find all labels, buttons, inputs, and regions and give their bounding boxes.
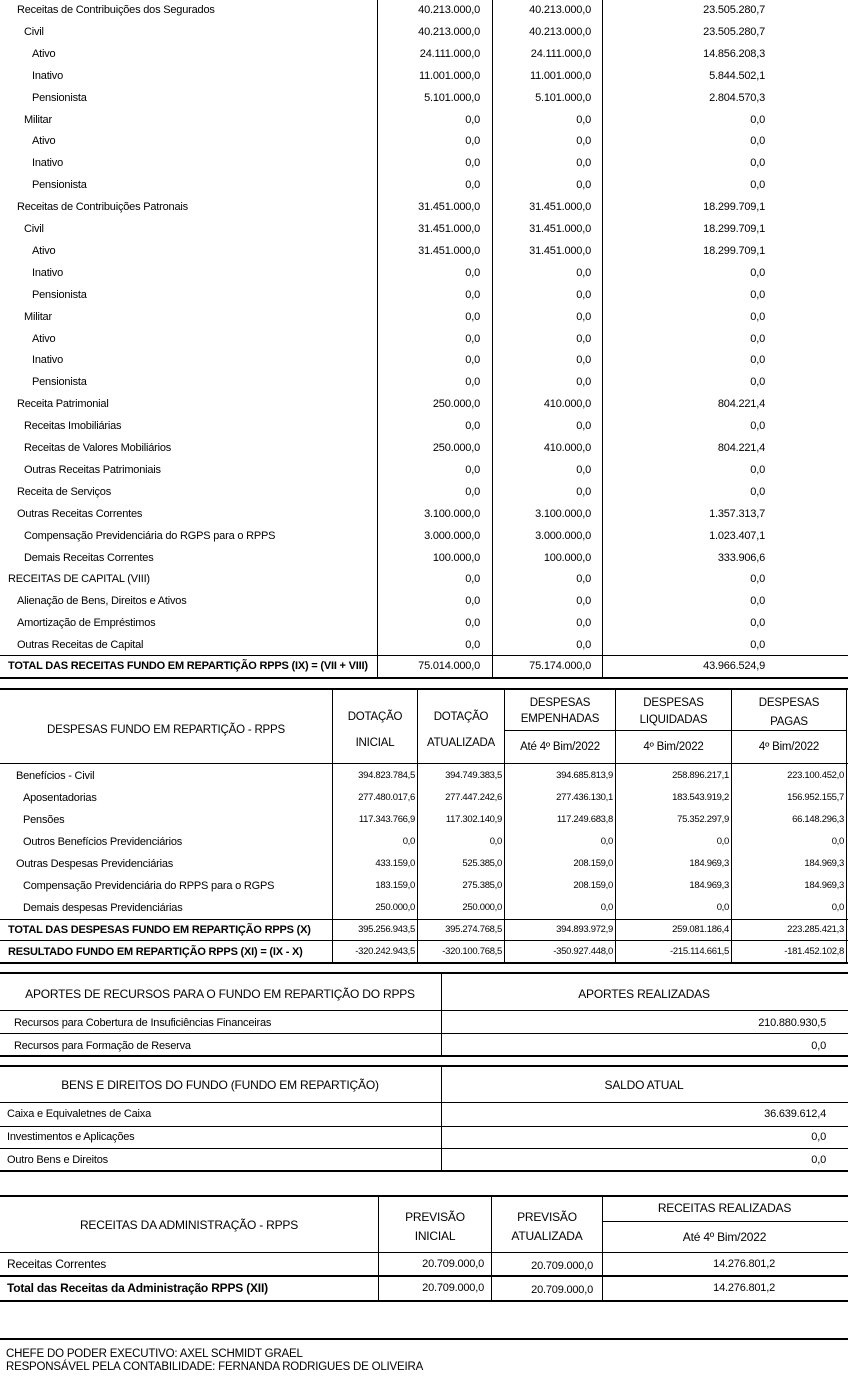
despesas-row-label: Outros Benefícios Previdenciários <box>23 836 183 848</box>
receitas-row-v1: 0,0 <box>465 463 480 476</box>
despesas-h-liq-1: DESPESAS <box>643 697 704 709</box>
receitas-row-label: Outras Receitas de Capital <box>17 639 144 652</box>
despesas-row-value: 117.249.683,8 <box>556 814 613 825</box>
footer-chefe: CHEFE DO PODER EXECUTIVO: AXEL SCHMIDT GRAEL <box>6 1348 303 1360</box>
receitas-row-v3: 1.023.407,1 <box>709 529 765 542</box>
receitas-row-v3: 14.856.208,3 <box>703 47 765 60</box>
despesas-row-value: 250.000,0 <box>462 902 502 913</box>
receitas-row-v2: 11.001.000,0 <box>529 69 591 82</box>
divider <box>0 919 848 920</box>
despesas-row-value: 433.159,0 <box>375 858 415 869</box>
receitas-row-v1: 40.213.000,0 <box>418 25 480 38</box>
receitas-row-label: Pensionista <box>32 288 87 301</box>
admin-row-label: Total das Receitas da Administração RPPS (XII) <box>7 1281 268 1295</box>
receitas-row-v2: 24.111.000,0 <box>530 47 591 60</box>
receitas-row-v2: 0,0 <box>576 463 591 476</box>
despesas-row-value: 0,0 <box>831 902 844 913</box>
receitas-row-label: Receitas de Contribuições Patronais <box>17 201 188 214</box>
receitas-row-v2: 0,0 <box>576 179 591 192</box>
receitas-row-label: Receita de Serviços <box>17 485 112 498</box>
receitas-row-label: Demais Receitas Correntes <box>24 551 154 564</box>
receitas-row-v3: 0,0 <box>750 113 765 126</box>
receitas-row-v2: 0,0 <box>576 266 591 279</box>
bens-title: BENS E DIREITOS DO FUNDO (FUNDO EM REPARTIÇÃO) <box>61 1078 379 1092</box>
receitas-row-label: Outras Receitas Correntes <box>17 507 143 520</box>
aportes-row-value: 210.880.930,5 <box>758 1017 826 1029</box>
receitas-total-label: TOTAL DAS RECEITAS FUNDO EM REPARTIÇÃO RPPS (IX) = (VII + VIII) <box>8 660 368 672</box>
despesas-row-value: 395.256.943,5 <box>358 924 415 935</box>
receitas-row-v2: 0,0 <box>576 332 591 345</box>
receitas-row-v1: 3.000.000,0 <box>424 529 480 542</box>
bens-row-label: Outro Bens e Direitos <box>7 1154 108 1166</box>
despesas-row-value: -320.242.943,5 <box>355 946 415 957</box>
receitas-row-v2: 0,0 <box>576 485 591 498</box>
despesas-title: DESPESAS FUNDO EM REPARTIÇÃO - RPPS <box>47 724 285 736</box>
admin-title: RECEITAS DA ADMINISTRAÇÃO - RPPS <box>79 1218 299 1232</box>
receitas-total-v1: 75.014.000,0 <box>418 660 480 672</box>
receitas-row-label: Inativo <box>32 354 64 367</box>
divider <box>0 1065 848 1067</box>
receitas-row-v2: 31.451.000,0 <box>529 201 591 214</box>
bens-col: SALDO ATUAL <box>604 1078 684 1092</box>
despesas-row-value: 394.893.972,9 <box>556 924 613 935</box>
despesas-row-label: Aposentadorias <box>23 792 97 804</box>
receitas-row-v1: 0,0 <box>465 617 480 630</box>
despesas-row-value: 117.302.140,9 <box>445 814 502 825</box>
despesas-row-value: 223.100.452,0 <box>787 770 844 781</box>
receitas-row-v2: 31.451.000,0 <box>529 244 591 257</box>
despesas-row-label: RESULTADO FUNDO EM REPARTIÇÃO RPPS (XI) = (IX - X) <box>8 946 303 958</box>
receitas-row-v1: 0,0 <box>465 420 480 433</box>
admin-h-ini-2: INICIAL <box>414 1229 456 1243</box>
despesas-row-value: 277.480.017,6 <box>358 792 415 803</box>
footer-contab: RESPONSÁVEL PELA CONTABILIDADE: FERNANDA RODRIGUES DE OLIVEIRA <box>6 1361 424 1373</box>
despesas-row-value: 0,0 <box>716 902 729 913</box>
col-divider <box>492 0 493 678</box>
col-divider <box>441 1066 442 1172</box>
divider <box>505 730 846 731</box>
receitas-row-v2: 3.100.000,0 <box>535 507 591 520</box>
despesas-row-value: 258.896.217,1 <box>672 770 729 781</box>
receitas-row-label: Civil <box>24 223 44 235</box>
despesas-row-value: 0,0 <box>489 836 502 847</box>
receitas-row-v1: 31.451.000,0 <box>418 201 480 214</box>
despesas-row-value: -320.100.768,5 <box>442 946 502 957</box>
receitas-row-label: Ativo <box>32 332 56 345</box>
receitas-row-v1: 0,0 <box>465 310 480 323</box>
despesas-row-value: 250.000,0 <box>375 902 415 913</box>
despesas-h-liq-2: LIQUIDADAS <box>639 714 708 726</box>
divider <box>0 1033 848 1034</box>
admin-h-at-2: ATUALIZADA <box>511 1229 583 1243</box>
despesas-row-label: Outras Despesas Previdenciárias <box>16 858 174 870</box>
despesas-row-value: 183.159,0 <box>375 880 415 891</box>
receitas-row-v1: 31.451.000,0 <box>418 244 480 257</box>
receitas-row-v1: 250.000,0 <box>432 398 480 411</box>
receitas-row-v2: 410.000,0 <box>543 442 591 454</box>
despesas-row-value: 75.352.297,9 <box>677 814 729 825</box>
receitas-row-label: Inativo <box>32 69 64 82</box>
receitas-row-v3: 804.221,4 <box>717 398 765 411</box>
receitas-row-v3: 5.844.502,1 <box>709 69 765 82</box>
despesas-h-emp-3: Até 4º Bim/2022 <box>520 741 600 753</box>
despesas-row-label: Compensação Previdenciária do RPPS para o RGPS <box>23 880 275 892</box>
despesas-row-label: Demais despesas Previdenciárias <box>23 902 183 914</box>
admin-h-ini-1: PREVISÃO <box>405 1210 465 1224</box>
receitas-row-v3: 1.357.313,7 <box>709 507 765 520</box>
admin-row-value: 14.276.801,2 <box>713 1258 775 1270</box>
receitas-row-v1: 3.100.000,0 <box>424 507 480 520</box>
receitas-row-v3: 0,0 <box>750 266 765 279</box>
despesas-row-value: 183.543.919,2 <box>672 792 729 803</box>
admin-row-value: 20.709.000,0 <box>422 1258 484 1270</box>
receitas-row-v2: 100.000,0 <box>543 551 591 564</box>
receitas-row-label: Compensação Previdenciária do RGPS para o RPPS <box>24 529 276 542</box>
receitas-row-label: Outras Receitas Patrimoniais <box>24 463 161 476</box>
admin-h-at-1: PREVISÃO <box>517 1210 577 1224</box>
divider <box>0 962 848 964</box>
receitas-row-v3: 0,0 <box>750 485 765 498</box>
receitas-row-v3: 0,0 <box>750 573 765 586</box>
receitas-row-v1: 40.213.000,0 <box>418 4 480 16</box>
bens-row-label: Caixa e Equivaletnes de Caixa <box>7 1108 152 1120</box>
despesas-row-value: 0,0 <box>600 902 613 913</box>
receitas-row-label: Alienação de Bens, Direitos e Ativos <box>17 595 187 608</box>
receitas-row-label: Militar <box>24 113 52 126</box>
receitas-row-label: Pensionista <box>32 376 87 389</box>
receitas-total-v2: 75.174.000,0 <box>529 660 591 672</box>
admin-h-real-2: Até 4º Bim/2022 <box>682 1230 767 1244</box>
receitas-row-v3: 18.299.709,1 <box>703 201 765 214</box>
despesas-row-value: 0,0 <box>600 836 613 847</box>
col-divider <box>377 0 378 678</box>
bens-row-value: 0,0 <box>811 1131 826 1143</box>
despesas-h-dot-at-1: DOTAÇÃO <box>433 711 489 723</box>
receitas-row-v2: 0,0 <box>576 288 591 301</box>
divider <box>0 1300 848 1302</box>
divider <box>0 940 848 941</box>
divider <box>0 1275 848 1277</box>
despesas-row-value: 395.274.768,5 <box>445 924 502 935</box>
admin-row-label: Receitas Correntes <box>7 1257 107 1271</box>
admin-row-value: 20.709.000,0 <box>531 1284 593 1296</box>
despesas-h-dot-ini-2: INICIAL <box>355 737 395 749</box>
divider <box>0 1126 848 1127</box>
receitas-row-label: Civil <box>24 25 44 38</box>
receitas-row-v3: 0,0 <box>750 463 765 476</box>
despesas-h-emp-1: DESPESAS <box>529 697 591 709</box>
despesas-row-label: Benefícios - Civil <box>16 770 95 782</box>
despesas-row-value: 394.749.383,5 <box>445 770 502 781</box>
despesas-h-liq-3: 4º Bim/2022 <box>643 741 704 753</box>
receitas-row-label: Receitas de Contribuições dos Segurados <box>17 4 215 16</box>
receitas-row-label: Amortização de Empréstimos <box>17 617 156 630</box>
divider <box>603 1221 848 1222</box>
despesas-h-dot-at-2: ATUALIZADA <box>426 737 496 749</box>
bens-row-label: Investimentos e Aplicações <box>7 1131 135 1143</box>
despesas-row-value: 184.969,3 <box>804 880 844 891</box>
receitas-row-v2: 3.000.000,0 <box>535 529 591 542</box>
receitas-row-v2: 0,0 <box>576 135 591 148</box>
despesas-h-emp-2: EMPENHADAS <box>520 713 600 725</box>
receitas-row-v1: 0,0 <box>465 113 480 126</box>
receitas-row-v1: 31.451.000,0 <box>418 223 480 235</box>
receitas-row-label: RECEITAS DE CAPITAL (VIII) <box>8 573 150 586</box>
aportes-row-label: Recursos para Formação de Reserva <box>14 1040 191 1052</box>
despesas-row-value: 184.969,3 <box>689 880 729 891</box>
col-divider <box>602 0 603 678</box>
receitas-row-label: Receitas Imobiliárias <box>24 420 122 433</box>
divider <box>0 1252 848 1253</box>
divider <box>0 1102 848 1103</box>
receitas-row-v2: 31.451.000,0 <box>529 223 591 235</box>
receitas-row-v1: 0,0 <box>465 135 480 148</box>
receitas-row-v2: 0,0 <box>576 595 591 608</box>
despesas-row-label: Pensões <box>23 814 65 826</box>
despesas-h-pag-1: DESPESAS <box>758 697 820 709</box>
receitas-row-v1: 5.101.000,0 <box>424 91 480 104</box>
receitas-row-v2: 0,0 <box>576 639 591 652</box>
receitas-row-v3: 0,0 <box>750 332 765 345</box>
receitas-row-v3: 0,0 <box>750 288 765 301</box>
receitas-row-v3: 0,0 <box>750 376 765 389</box>
receitas-row-label: Receita Patrimonial <box>17 398 109 411</box>
receitas-row-v3: 23.505.280,7 <box>703 25 765 38</box>
receitas-row-v2: 0,0 <box>576 310 591 323</box>
despesas-h-pag-3: 4º Bim/2022 <box>758 741 820 753</box>
receitas-row-v1: 0,0 <box>465 354 480 367</box>
aportes-row-label: Recursos para Cobertura de Insuficiências Financeiras <box>14 1017 272 1029</box>
divider <box>0 1010 848 1011</box>
aportes-col: APORTES REALIZADAS <box>578 987 710 1001</box>
receitas-row-v1: 0,0 <box>465 288 480 301</box>
receitas-row-v1: 0,0 <box>465 157 480 170</box>
receitas-row-v3: 0,0 <box>750 310 765 323</box>
receitas-row-v1: 0,0 <box>465 639 480 652</box>
despesas-h-dot-ini-1: DOTAÇÃO <box>347 711 403 723</box>
receitas-row-v3: 0,0 <box>750 135 765 148</box>
receitas-row-v1: 24.111.000,0 <box>419 47 480 60</box>
receitas-row-label: Pensionista <box>32 179 87 192</box>
receitas-row-v1: 0,0 <box>465 266 480 279</box>
despesas-row-value: 208.159,0 <box>573 880 613 891</box>
divider <box>0 1170 848 1172</box>
receitas-row-v3: 23.505.280,7 <box>703 4 765 16</box>
receitas-row-v1: 0,0 <box>465 485 480 498</box>
despesas-row-value: 525.385,0 <box>462 858 502 869</box>
receitas-row-v1: 250.000,0 <box>432 442 480 454</box>
receitas-row-v2: 0,0 <box>576 376 591 389</box>
receitas-row-label: Receitas de Valores Mobiliários <box>24 442 172 454</box>
despesas-row-value: 394.685.813,9 <box>556 770 613 781</box>
receitas-row-v2: 0,0 <box>576 354 591 367</box>
divider <box>0 1055 848 1057</box>
despesas-row-value: 259.081.186,4 <box>672 924 729 935</box>
receitas-row-v2: 0,0 <box>576 420 591 433</box>
receitas-row-label: Ativo <box>32 244 56 257</box>
despesas-row-value: 223.285.421,3 <box>787 924 844 935</box>
despesas-row-value: -350.927.448,0 <box>553 946 613 957</box>
despesas-row-value: 66.148.296,3 <box>792 814 844 825</box>
divider <box>0 655 848 656</box>
receitas-row-v3: 18.299.709,1 <box>703 223 765 235</box>
receitas-row-label: Pensionista <box>32 91 87 104</box>
despesas-row-value: 0,0 <box>831 836 844 847</box>
receitas-row-v3: 0,0 <box>750 179 765 192</box>
receitas-row-v1: 11.001.000,0 <box>418 69 480 82</box>
col-divider <box>441 973 442 1057</box>
divider <box>0 677 848 679</box>
divider <box>0 763 848 764</box>
despesas-row-label: TOTAL DAS DESPESAS FUNDO EM REPARTIÇÃO RPPS (X) <box>8 924 311 936</box>
receitas-row-v2: 0,0 <box>576 617 591 630</box>
receitas-row-v2: 40.213.000,0 <box>529 25 591 38</box>
despesas-row-value: 184.969,3 <box>804 858 844 869</box>
receitas-row-label: Ativo <box>32 135 56 148</box>
bens-row-value: 36.639.612,4 <box>764 1108 826 1120</box>
despesas-row-value: 156.952.155,7 <box>787 792 844 803</box>
despesas-row-value: 117.343.766,9 <box>358 814 415 825</box>
receitas-row-v1: 0,0 <box>465 332 480 345</box>
divider <box>0 688 848 690</box>
receitas-row-v2: 0,0 <box>576 157 591 170</box>
receitas-row-v3: 0,0 <box>750 639 765 652</box>
receitas-row-v3: 0,0 <box>750 157 765 170</box>
admin-row-value: 20.709.000,0 <box>531 1260 593 1272</box>
receitas-row-v3: 0,0 <box>750 595 765 608</box>
despesas-row-value: 275.385,0 <box>462 880 502 891</box>
despesas-h-pag-2: PAGAS <box>770 716 808 728</box>
receitas-row-v2: 0,0 <box>576 573 591 586</box>
admin-row-value: 14.276.801,2 <box>713 1282 775 1294</box>
despesas-row-value: 277.447.242,6 <box>445 792 502 803</box>
divider <box>0 1195 848 1197</box>
aportes-title: APORTES DE RECURSOS PARA O FUNDO EM REPARTIÇÃO DO RPPS <box>25 987 415 1001</box>
receitas-row-label: Inativo <box>32 157 64 170</box>
receitas-row-v1: 0,0 <box>465 595 480 608</box>
receitas-row-v2: 0,0 <box>576 113 591 126</box>
despesas-row-value: 208.159,0 <box>573 858 613 869</box>
divider <box>0 1338 848 1340</box>
receitas-row-v1: 0,0 <box>465 179 480 192</box>
despesas-row-value: -215.114.661,5 <box>669 946 729 957</box>
divider <box>0 972 848 974</box>
receitas-total-v3: 43.966.524,9 <box>703 660 765 672</box>
despesas-row-value: 0,0 <box>716 836 729 847</box>
col-divider <box>846 689 847 963</box>
divider <box>0 1148 848 1149</box>
despesas-row-value: 184.969,3 <box>689 858 729 869</box>
receitas-row-v3: 2.804.570,3 <box>709 91 765 104</box>
receitas-row-v2: 40.213.000,0 <box>529 4 591 16</box>
receitas-row-v3: 0,0 <box>750 420 765 433</box>
receitas-row-v3: 0,0 <box>750 617 765 630</box>
receitas-row-v2: 5.101.000,0 <box>535 91 591 104</box>
receitas-row-v2: 410.000,0 <box>543 398 591 411</box>
admin-row-value: 20.709.000,0 <box>422 1282 484 1294</box>
receitas-row-v1: 0,0 <box>465 376 480 389</box>
despesas-row-value: 0,0 <box>402 836 415 847</box>
despesas-row-value: -181.452.102,8 <box>784 946 844 957</box>
aportes-row-value: 0,0 <box>811 1040 826 1052</box>
admin-h-real-1: RECEITAS REALIZADAS <box>657 1201 792 1215</box>
receitas-row-v1: 0,0 <box>465 573 480 586</box>
receitas-row-v3: 0,0 <box>750 354 765 367</box>
bens-row-value: 0,0 <box>811 1154 826 1166</box>
despesas-row-value: 394.823.784,5 <box>358 770 415 781</box>
receitas-row-v1: 100.000,0 <box>432 551 480 564</box>
receitas-row-label: Ativo <box>32 47 56 60</box>
receitas-row-v3: 333.906,6 <box>717 551 765 564</box>
despesas-row-value: 277.436.130,1 <box>556 792 613 803</box>
receitas-row-v3: 18.299.709,1 <box>703 244 765 257</box>
receitas-row-label: Militar <box>24 310 52 323</box>
receitas-row-v3: 804.221,4 <box>717 442 765 454</box>
receitas-row-label: Inativo <box>32 266 64 279</box>
